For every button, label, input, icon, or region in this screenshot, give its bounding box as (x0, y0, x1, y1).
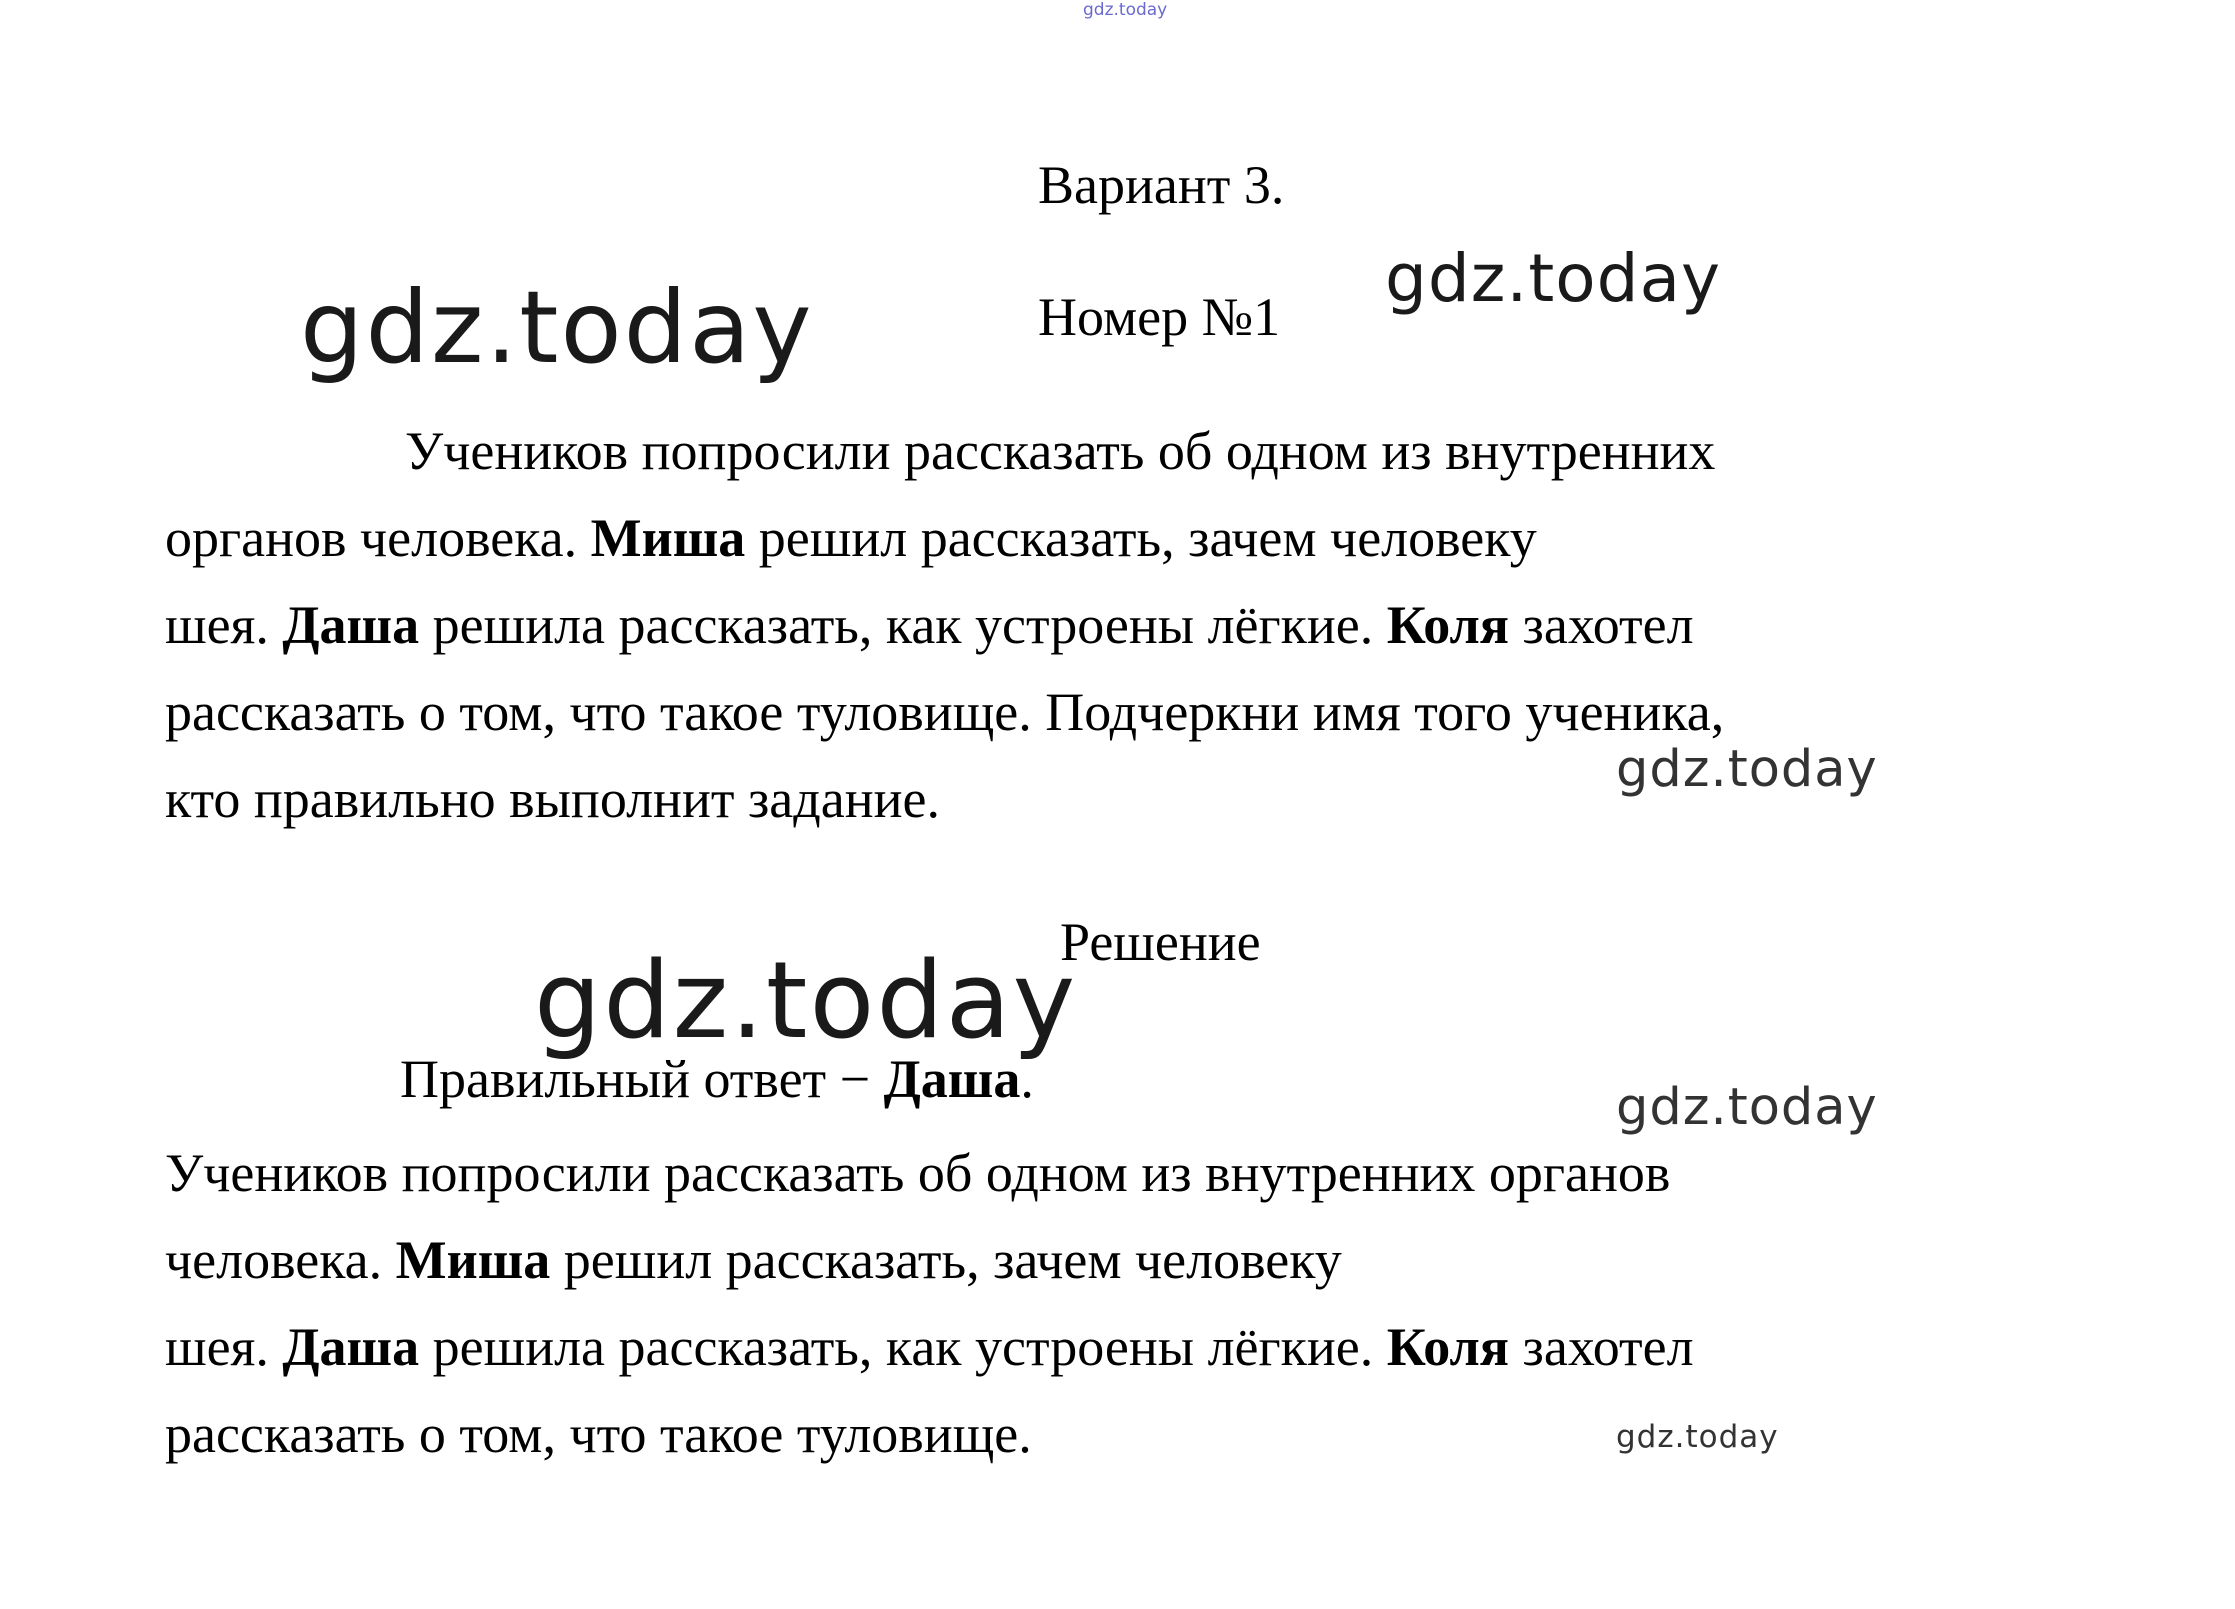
solution-text: захотел (1509, 1317, 1694, 1377)
answer-line (400, 1049, 1034, 1109)
student-name-dasha: Даша (282, 1317, 420, 1377)
task-line-3 (165, 582, 1965, 669)
student-name-kolya: Коля (1386, 1317, 1510, 1377)
task-line-5: кто правильно выполнит задание. (165, 769, 940, 829)
solution-heading: Решение (1060, 912, 1261, 972)
watermark-small-1: gdz.today (1616, 740, 1878, 799)
watermark-small-2: gdz.today (1616, 1078, 1878, 1137)
answer-text: Правильный ответ − (400, 1049, 884, 1109)
task-text: органов человека. (165, 508, 591, 568)
watermark-top: gdz.today (1083, 0, 1168, 20)
task-line-2 (165, 495, 1965, 582)
variant-heading: Вариант 3. (1038, 155, 1285, 215)
watermark-tiny: gdz.today (1616, 1419, 1779, 1455)
solution-line-1: Учеников попросили рассказать об одном из внутренних органов (165, 1143, 1671, 1203)
student-name-dasha: Даша (282, 595, 420, 655)
student-name-kolya: Коля (1386, 595, 1510, 655)
student-name-misha: Миша (590, 508, 746, 568)
solution-text: шея. (165, 1317, 283, 1377)
student-name-misha: Миша (395, 1230, 551, 1290)
answer-name: Даша (883, 1049, 1021, 1109)
solution-text: человека. (165, 1230, 396, 1290)
task-line-1: Учеников попросили рассказать об одном из внутренних (405, 421, 1716, 481)
number-heading: Номер №1 (1038, 287, 1281, 347)
task-text: решил рассказать, зачем человеку (745, 508, 1537, 568)
task-text: шея. (165, 595, 283, 655)
task-text: решила рассказать, как устроены лёгкие. (419, 595, 1387, 655)
solution-text: решил рассказать, зачем человеку (550, 1230, 1342, 1290)
solution-line-3 (165, 1304, 1965, 1391)
solution-line-4: рассказать о том, что такое туловище. (165, 1404, 1032, 1464)
solution-text: решила рассказать, как устроены лёгкие. (419, 1317, 1387, 1377)
answer-period: . (1020, 1049, 1034, 1109)
task-line-4: рассказать о том, что такое туловище. Подчеркни имя того ученика, (165, 682, 1725, 742)
watermark-big-1: gdz.today (300, 269, 814, 386)
solution-line-2 (165, 1217, 1965, 1304)
task-text: захотел (1509, 595, 1694, 655)
watermark-big-2: gdz.today (534, 939, 1078, 1062)
watermark-mid-1: gdz.today (1385, 240, 1722, 317)
